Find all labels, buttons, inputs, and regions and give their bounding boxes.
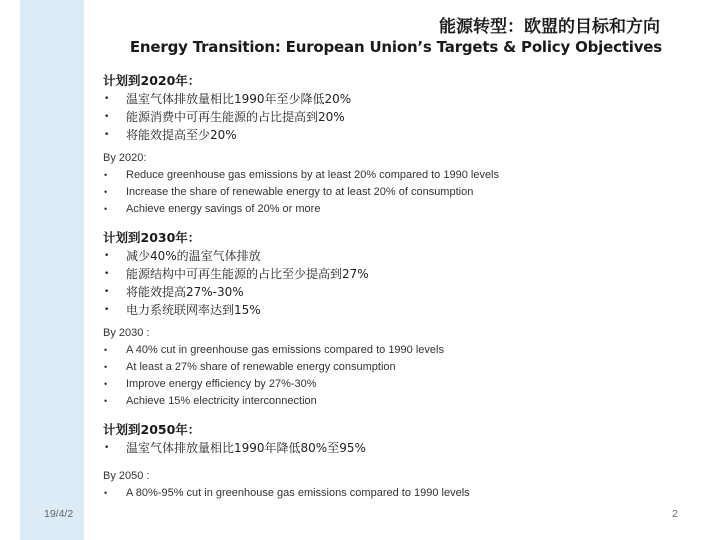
- bullet-icon: •: [104, 305, 110, 315]
- list-item: • A 80%-95% cut in greenhouse gas emissions compared to 1990 levels: [103, 485, 663, 502]
- list-item: • 减少40%的温室气体排放: [104, 249, 261, 263]
- list-item: • 能源结构中可再生能源的占比至少提高到27%: [104, 267, 369, 281]
- bullet-icon: •: [104, 345, 108, 355]
- section-2050: [103, 421, 663, 502]
- list-item: • 能源消费中可再生能源的占比提高到20%: [104, 110, 345, 124]
- footer-date: 19/4/2: [44, 508, 74, 520]
- bullet-icon: •: [104, 379, 108, 389]
- list-item: • Increase the share of renewable energy to at least 20% of consumption: [103, 184, 663, 201]
- bullet-icon: •: [104, 488, 108, 498]
- list-item: • Achieve 15% electricity interconnection: [103, 393, 663, 410]
- slide-content: [103, 72, 663, 502]
- list-item: • 温室气体排放量相比1990年降低80%至95%: [104, 441, 366, 455]
- list-2050-en: [103, 485, 663, 502]
- page-number: 2: [672, 508, 678, 520]
- heading-2020-en: By 2020:: [103, 152, 147, 164]
- list-item: • 温室气体排放量相比1990年至少降低20%: [104, 92, 352, 106]
- list-2030-en: [103, 342, 663, 410]
- list-2020-en: [103, 167, 663, 218]
- bullet-icon: •: [104, 170, 108, 180]
- heading-2050-cn: 计划到2050年：: [103, 422, 201, 437]
- list-2020-cn: [103, 90, 663, 144]
- bullet-icon: •: [104, 287, 110, 297]
- section-2020: [103, 72, 663, 218]
- bullet-icon: •: [104, 187, 108, 197]
- bullet-icon: •: [104, 269, 110, 279]
- bullet-icon: •: [104, 443, 110, 453]
- heading-2030-cn: 计划到2030年：: [103, 230, 201, 245]
- bullet-icon: •: [104, 130, 110, 140]
- list-item: • Improve energy efficiency by 27%-30%: [103, 376, 663, 393]
- list-item: • At least a 27% share of renewable energy consumption: [103, 359, 663, 376]
- bullet-icon: •: [104, 396, 108, 406]
- list-item: • 将能效提高至少20%: [104, 128, 237, 142]
- heading-2050-en: By 2050 :: [103, 470, 150, 482]
- list-2050-cn: [103, 439, 663, 457]
- list-item: • Achieve energy savings of 20% or more: [103, 201, 663, 218]
- bullet-icon: •: [104, 362, 108, 372]
- list-item: • 电力系统联网率达到15%: [104, 303, 261, 317]
- list-item: • 将能效提高27%-30%: [104, 285, 244, 299]
- list-item: • Reduce greenhouse gas emissions by at least 20% compared to 1990 levels: [103, 167, 663, 184]
- bullet-icon: •: [104, 251, 110, 261]
- bullet-icon: •: [104, 112, 110, 122]
- slide-title-chinese: 能源转型：欧盟的目标和方向: [439, 17, 660, 37]
- bullet-icon: •: [104, 204, 108, 214]
- section-2030: [103, 229, 663, 410]
- list-2030-cn: [103, 247, 663, 319]
- slide-title-english: Energy Transition: European Union’s Targets & Policy Objectives: [129, 38, 662, 56]
- bullet-icon: •: [104, 94, 110, 104]
- side-accent-bar: [20, 0, 84, 540]
- list-item: • A 40% cut in greenhouse gas emissions compared to 1990 levels: [103, 342, 663, 359]
- heading-2020-cn: 计划到2020年：: [103, 73, 201, 88]
- heading-2030-en: By 2030 :: [103, 327, 150, 339]
